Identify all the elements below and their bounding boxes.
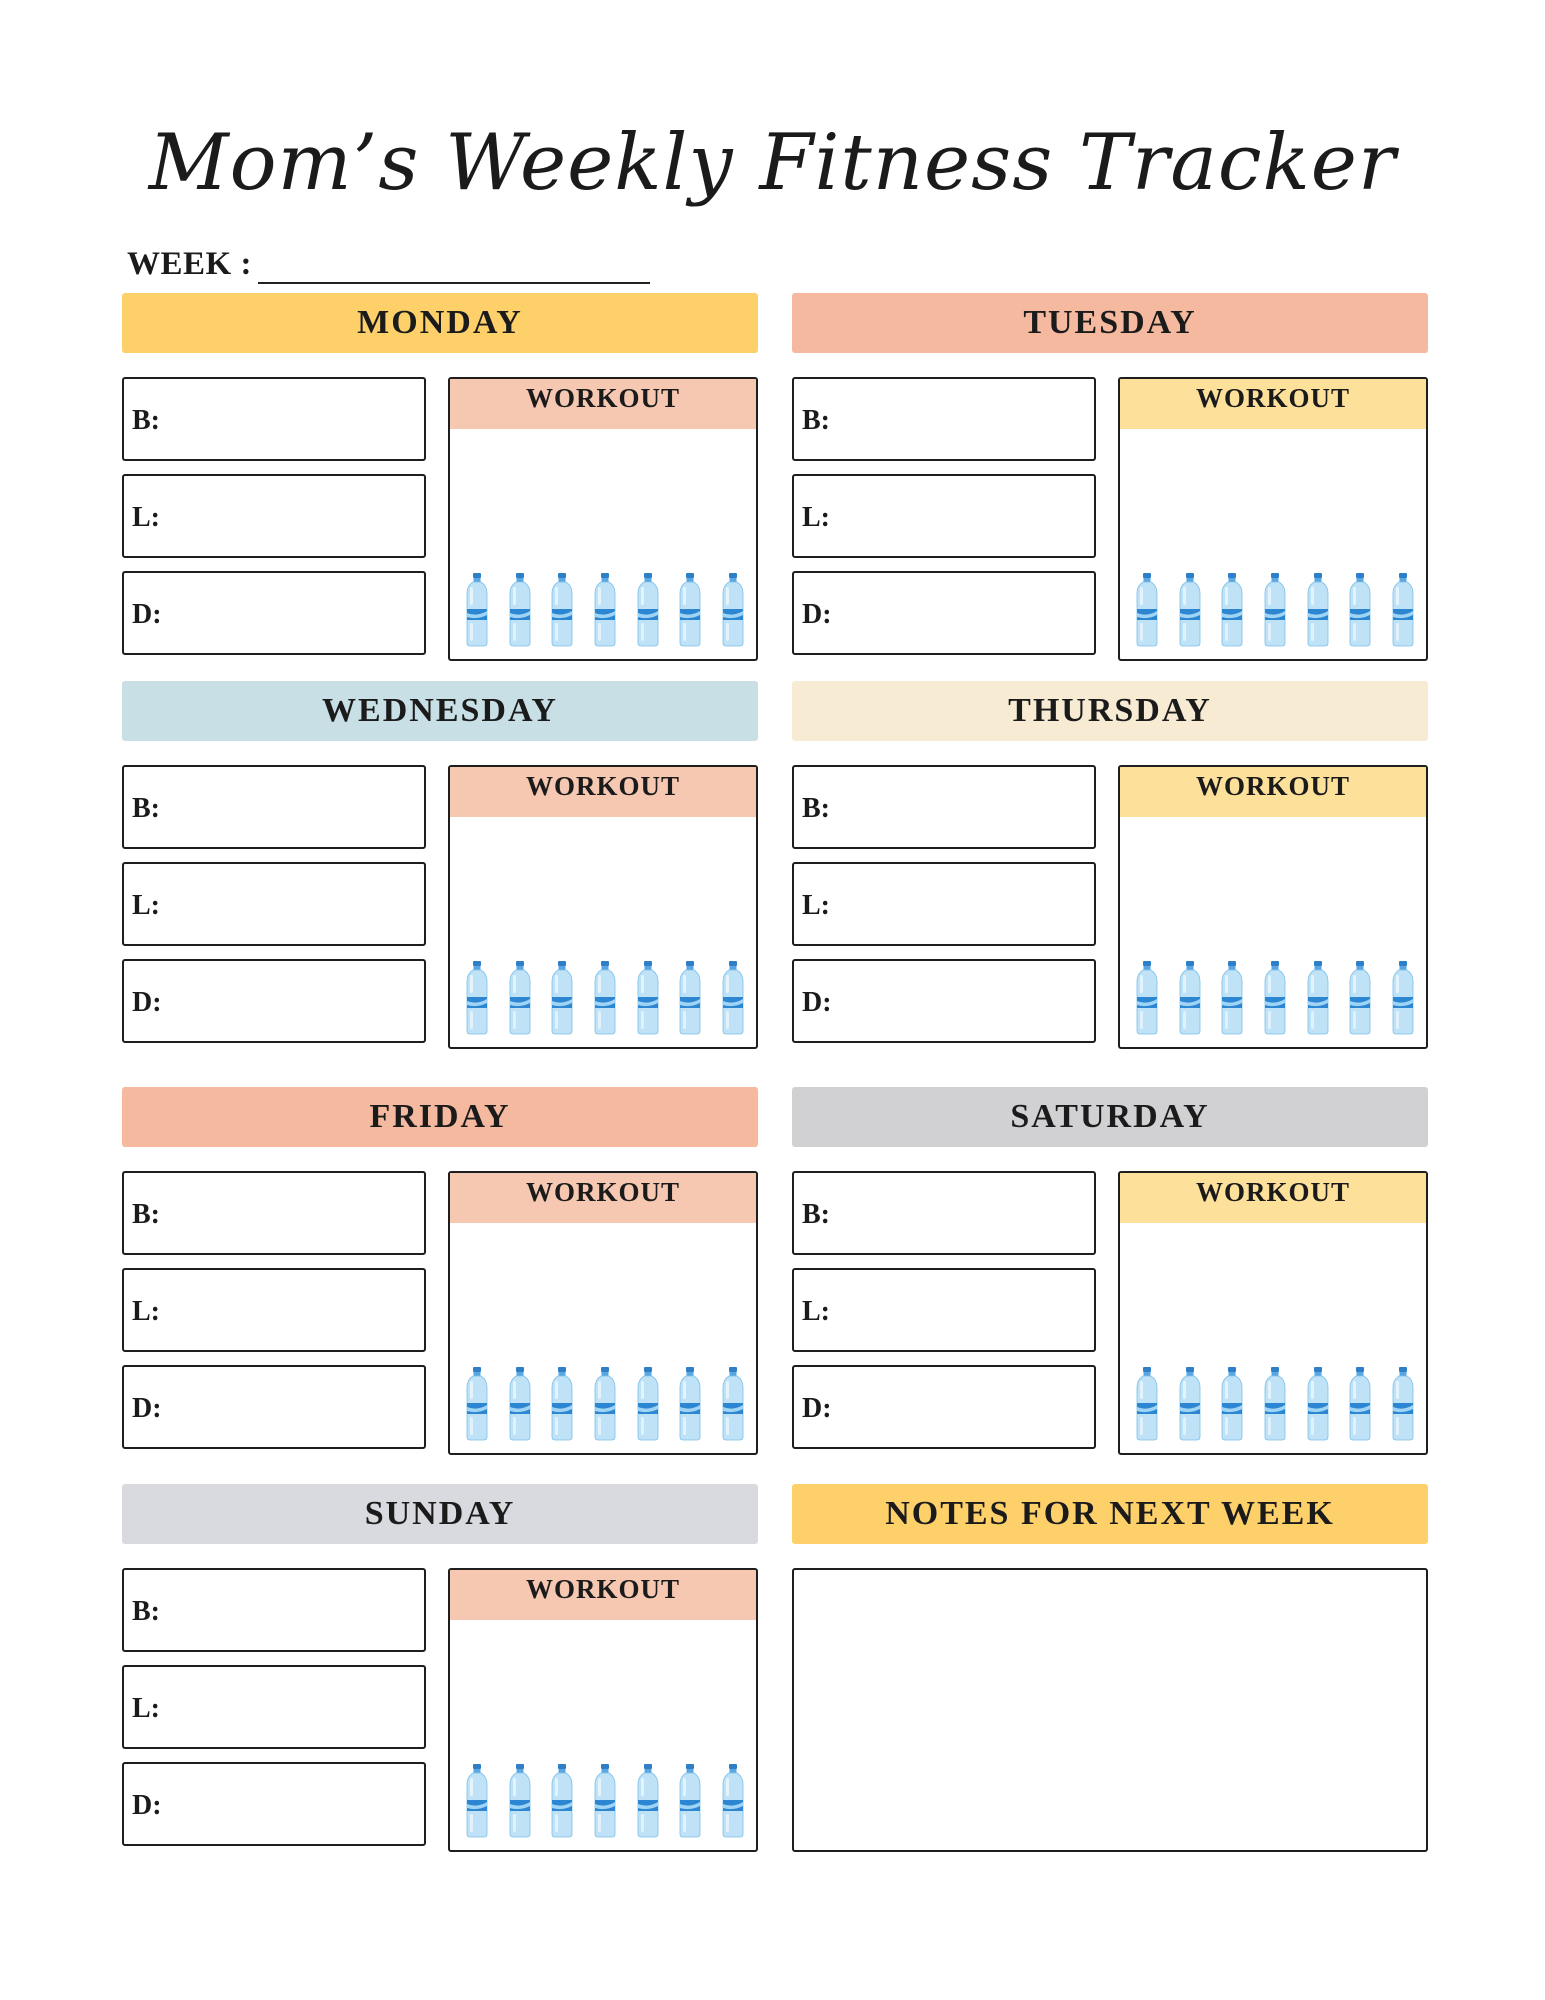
water-bottle-icon[interactable] [464,573,490,647]
water-bottle-icon[interactable] [720,1764,746,1838]
saturday-workout-box[interactable] [1118,1171,1428,1455]
monday-breakfast-field[interactable] [122,377,426,461]
water-bottle-icon[interactable] [1390,573,1416,647]
breakfast-label: B: [802,793,830,824]
workout-header: WORKOUT [1120,1173,1426,1223]
water-tracker [1134,961,1416,1035]
dinner-label: D: [132,987,162,1018]
water-bottle-icon[interactable] [592,1764,618,1838]
sunday-header: SUNDAY [122,1484,758,1544]
workout-header: WORKOUT [450,379,756,429]
water-bottle-icon[interactable] [592,573,618,647]
water-bottle-icon[interactable] [720,961,746,1035]
water-bottle-icon[interactable] [677,1367,703,1441]
water-bottle-icon[interactable] [1177,573,1203,647]
water-bottle-icon[interactable] [720,1367,746,1441]
water-bottle-icon[interactable] [507,961,533,1035]
water-bottle-icon[interactable] [549,573,575,647]
water-bottle-icon[interactable] [1134,573,1160,647]
workout-header: WORKOUT [1120,767,1426,817]
lunch-label: L: [132,502,160,533]
water-bottle-icon[interactable] [1347,573,1373,647]
workout-header: WORKOUT [450,1570,756,1620]
workout-header: WORKOUT [1120,379,1426,429]
tuesday-breakfast-field[interactable] [792,377,1096,461]
water-bottle-icon[interactable] [635,573,661,647]
water-bottle-icon[interactable] [1177,961,1203,1035]
water-bottle-icon[interactable] [507,1367,533,1441]
week-label: WEEK : [127,246,252,282]
sunday-lunch-field[interactable] [122,1665,426,1749]
thursday-dinner-field[interactable] [792,959,1096,1043]
water-bottle-icon[interactable] [635,961,661,1035]
thursday-workout-box[interactable] [1118,765,1428,1049]
friday-lunch-field[interactable] [122,1268,426,1352]
thursday-header: THURSDAY [792,681,1428,741]
sunday-dinner-field[interactable] [122,1762,426,1846]
water-bottle-icon[interactable] [677,961,703,1035]
water-bottle-icon[interactable] [549,1367,575,1441]
wednesday-breakfast-field[interactable] [122,765,426,849]
monday-workout-box[interactable] [448,377,758,661]
sunday-breakfast-field[interactable] [122,1568,426,1652]
dinner-label: D: [802,1393,832,1424]
water-tracker [1134,1367,1416,1441]
breakfast-label: B: [802,405,830,436]
water-bottle-icon[interactable] [549,1764,575,1838]
tuesday-dinner-field[interactable] [792,571,1096,655]
wednesday-lunch-field[interactable] [122,862,426,946]
tuesday-workout-box[interactable] [1118,377,1428,661]
lunch-label: L: [802,1296,830,1327]
lunch-label: L: [132,1693,160,1724]
water-bottle-icon[interactable] [1347,961,1373,1035]
water-bottle-icon[interactable] [677,573,703,647]
lunch-label: L: [132,1296,160,1327]
tuesday-lunch-field[interactable] [792,474,1096,558]
water-bottle-icon[interactable] [464,1367,490,1441]
water-tracker [1134,573,1416,647]
week-input-line[interactable] [258,282,650,284]
water-tracker [464,1367,746,1441]
water-bottle-icon[interactable] [1219,573,1245,647]
friday-header: FRIDAY [122,1087,758,1147]
workout-header: WORKOUT [450,1173,756,1223]
dinner-label: D: [132,1790,162,1821]
lunch-label: L: [132,890,160,921]
dinner-label: D: [132,599,162,630]
water-tracker [464,573,746,647]
water-bottle-icon[interactable] [720,573,746,647]
water-bottle-icon[interactable] [507,573,533,647]
notes-box[interactable] [792,1568,1428,1852]
monday-lunch-field[interactable] [122,474,426,558]
water-bottle-icon[interactable] [592,961,618,1035]
water-bottle-icon[interactable] [1305,961,1331,1035]
dinner-label: D: [132,1393,162,1424]
wednesday-header: WEDNESDAY [122,681,758,741]
lunch-label: L: [802,502,830,533]
water-tracker [464,961,746,1035]
page-title: Mom’s Weekly Fitness Tracker [148,118,1397,208]
water-bottle-icon[interactable] [635,1367,661,1441]
sunday-workout-box[interactable] [448,1568,758,1852]
water-bottle-icon[interactable] [1305,1367,1331,1441]
water-bottle-icon[interactable] [1219,961,1245,1035]
water-bottle-icon[interactable] [1262,1367,1288,1441]
workout-header: WORKOUT [450,767,756,817]
water-bottle-icon[interactable] [1219,1367,1245,1441]
wednesday-workout-box[interactable] [448,765,758,1049]
breakfast-label: B: [132,793,160,824]
monday-dinner-field[interactable] [122,571,426,655]
saturday-header: SATURDAY [792,1087,1428,1147]
water-bottle-icon[interactable] [1134,1367,1160,1441]
water-bottle-icon[interactable] [1347,1367,1373,1441]
wednesday-dinner-field[interactable] [122,959,426,1043]
water-tracker [464,1764,746,1838]
notes-header: NOTES FOR NEXT WEEK [792,1484,1428,1544]
water-bottle-icon[interactable] [677,1764,703,1838]
saturday-lunch-field[interactable] [792,1268,1096,1352]
lunch-label: L: [802,890,830,921]
water-bottle-icon[interactable] [1262,573,1288,647]
water-bottle-icon[interactable] [1134,961,1160,1035]
water-bottle-icon[interactable] [549,961,575,1035]
thursday-lunch-field[interactable] [792,862,1096,946]
water-bottle-icon[interactable] [635,1764,661,1838]
water-bottle-icon[interactable] [1177,1367,1203,1441]
monday-header: MONDAY [122,293,758,353]
water-bottle-icon[interactable] [464,961,490,1035]
water-bottle-icon[interactable] [1305,573,1331,647]
friday-breakfast-field[interactable] [122,1171,426,1255]
water-bottle-icon[interactable] [1262,961,1288,1035]
water-bottle-icon[interactable] [507,1764,533,1838]
saturday-dinner-field[interactable] [792,1365,1096,1449]
friday-dinner-field[interactable] [122,1365,426,1449]
breakfast-label: B: [802,1199,830,1230]
dinner-label: D: [802,987,832,1018]
tuesday-header: TUESDAY [792,293,1428,353]
water-bottle-icon[interactable] [1390,961,1416,1035]
breakfast-label: B: [132,1199,160,1230]
thursday-breakfast-field[interactable] [792,765,1096,849]
water-bottle-icon[interactable] [592,1367,618,1441]
breakfast-label: B: [132,405,160,436]
saturday-breakfast-field[interactable] [792,1171,1096,1255]
breakfast-label: B: [132,1596,160,1627]
friday-workout-box[interactable] [448,1171,758,1455]
water-bottle-icon[interactable] [1390,1367,1416,1441]
water-bottle-icon[interactable] [464,1764,490,1838]
dinner-label: D: [802,599,832,630]
